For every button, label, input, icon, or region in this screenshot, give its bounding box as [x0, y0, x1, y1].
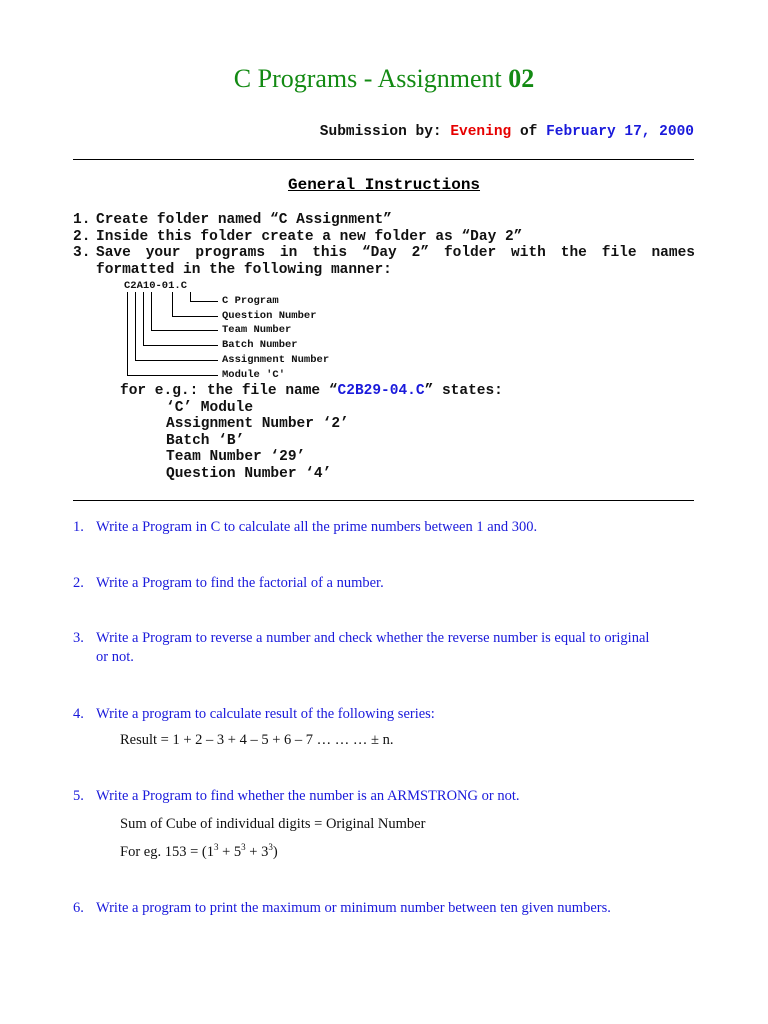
instruction-text: Inside this folder create a new folder as “Day 2”: [96, 228, 523, 245]
instruction-item: [73, 229, 695, 246]
question-number: 5.: [73, 788, 84, 804]
filename-example: [120, 383, 503, 483]
question-2: [73, 574, 695, 593]
diagram-label: Module 'C': [222, 369, 286, 381]
diagram-label: Question Number: [222, 310, 317, 322]
submission-batch: Evening: [450, 124, 512, 140]
instructions-list: [73, 212, 695, 278]
question-1: [73, 518, 695, 537]
question-text: Write a program to calculate result of the following series:: [96, 706, 435, 722]
example-line: Question Number ‘4’: [166, 465, 332, 482]
question-number: 4.: [73, 706, 84, 722]
diagram-filename: C2A10-01.C: [124, 280, 188, 292]
question-text: Write a program to print the maximum or minimum number between ten given numbers.: [96, 900, 611, 916]
title-text: C Programs - Assignment: [233, 64, 509, 93]
instruction-number: 1.: [73, 212, 91, 228]
instruction-text: Save your programs in this “Day 2” folder with the file names: [96, 245, 695, 261]
armstrong-definition: Sum of Cube of individual digits = Original Number: [120, 816, 426, 832]
armstrong-example: For eg. $153 = (1^3 + 5^3 + 3^3)$: [120, 842, 278, 860]
filename-format-diagram: [118, 280, 358, 380]
question-3: [73, 629, 695, 667]
question-number: 2.: [73, 575, 84, 591]
instruction-item: [73, 245, 695, 262]
example-filename: C2B29-04.C: [337, 383, 425, 399]
question-number: 3.: [73, 630, 84, 646]
submission-prefix: Submission by:: [319, 124, 451, 140]
question-6: [73, 899, 695, 918]
diagram-label: Batch Number: [222, 339, 298, 351]
question-number: 6.: [73, 900, 84, 916]
example-line: ‘C’ Module: [166, 399, 254, 416]
question-5: [73, 787, 695, 806]
submission-line: [320, 124, 694, 140]
instruction-text: formatted in the following manner:: [96, 261, 392, 278]
instruction-number: 2.: [73, 228, 91, 245]
diagram-label: Assignment Number: [222, 354, 330, 366]
instructions-heading: General Instructions: [287, 176, 481, 194]
question-text-continued: or not.: [96, 649, 134, 665]
example-intro: for e.g.: the file name “C2B29-04.C” states:: [120, 383, 503, 399]
diagram-label: C Program: [222, 295, 279, 307]
question-text: Write a Program to reverse a number and check whether the reverse number is equal to original: [96, 630, 650, 646]
series-formula: Result = 1 + 2 – 3 + 4 – 5 + 6 – 7 … … … ± n.: [120, 732, 394, 748]
page-title: [0, 64, 768, 94]
submission-of: of: [511, 124, 547, 140]
example-line: Assignment Number ‘2’: [166, 416, 349, 433]
instruction-number: 3.: [73, 245, 91, 261]
question-number: 1.: [73, 519, 84, 535]
section-divider: [73, 500, 694, 501]
assignment-number: 02: [508, 64, 535, 93]
example-line: Team Number ‘29’: [166, 449, 306, 466]
diagram-label: Team Number: [222, 324, 292, 336]
top-divider: [73, 159, 694, 160]
question-text: Write a Program in C to calculate all the prime numbers between 1 and 300.: [96, 519, 538, 535]
instruction-text: Create folder named “C Assignment”: [96, 212, 392, 228]
question-text: Write a Program to find whether the number is an ARMSTRONG or not.: [96, 788, 520, 804]
example-line: Batch ‘B’: [166, 432, 245, 449]
question-4: [73, 705, 695, 724]
question-text: Write a Program to find the factorial of a number.: [96, 575, 384, 591]
instruction-item: [73, 212, 695, 229]
instruction-item-continued: [73, 262, 695, 279]
submission-date: February 17, 2000: [546, 124, 694, 140]
